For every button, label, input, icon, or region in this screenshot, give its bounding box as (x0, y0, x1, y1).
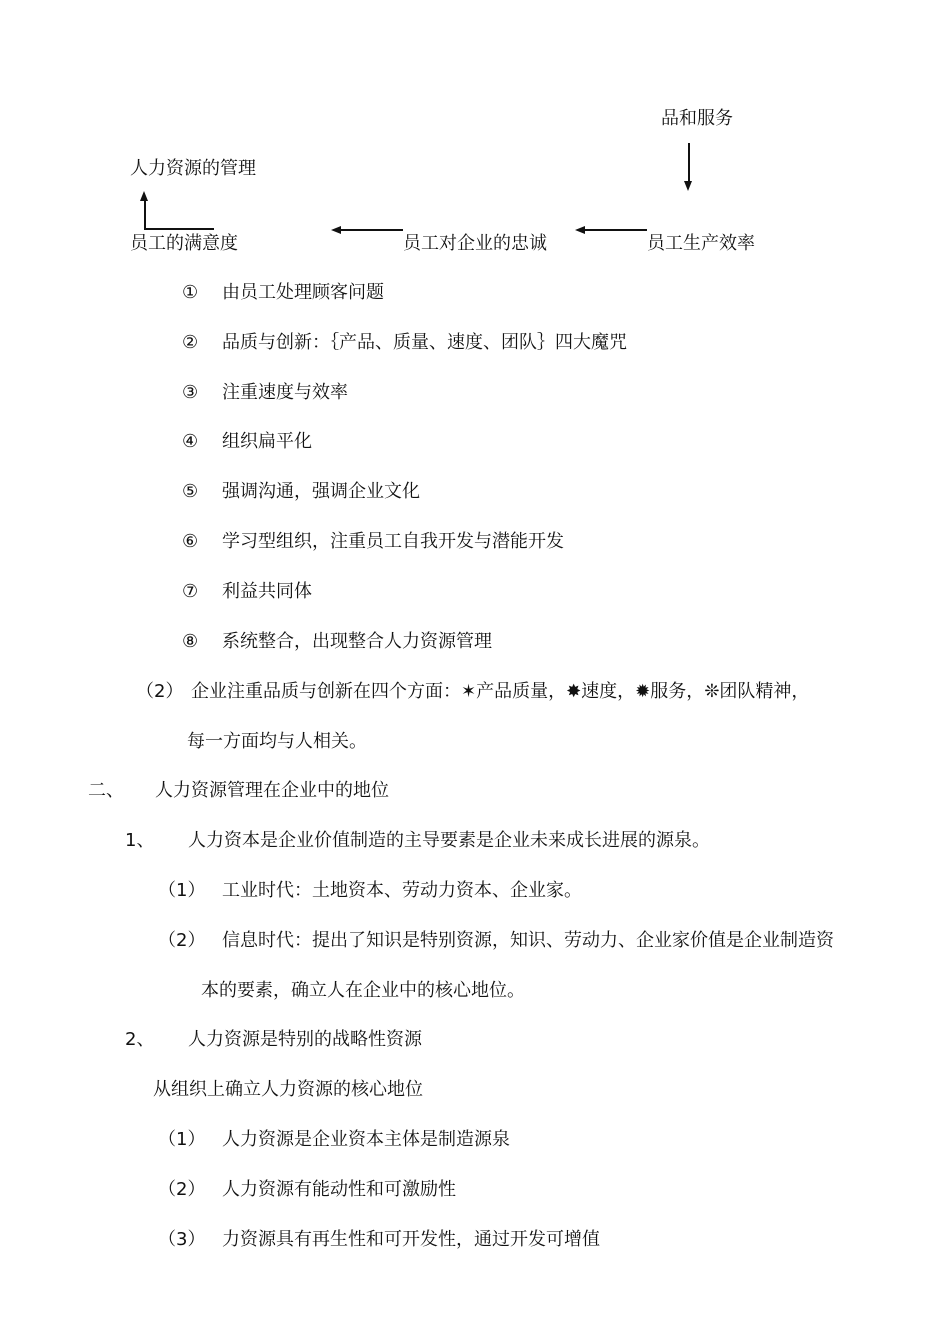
sub-item-marker: （2） (158, 930, 206, 951)
arrow-left-line-2 (585, 229, 647, 231)
arrow-up-head (140, 191, 148, 201)
diagram-label-products-services: 品和服务 (661, 108, 733, 129)
list-marker: ③ (182, 382, 199, 403)
list-item-text: 系统整合，出现整合人力资源管理 (222, 631, 492, 652)
section-title: 人力资源管理在企业中的地位 (155, 780, 389, 801)
arrow-left-line-1 (341, 229, 403, 231)
list-marker: ① (182, 282, 199, 303)
list-marker: ④ (182, 431, 199, 452)
list-item-text: 学习型组织，注重员工自我开发与潜能开发 (222, 531, 564, 552)
sub-item-marker: （2） (158, 1179, 206, 1200)
sub-item-text: 人力资源是企业资本主体是制造源泉 (222, 1129, 510, 1150)
list-item-text: 利益共同体 (222, 581, 312, 602)
paragraph-marker: （2） (136, 681, 184, 702)
list-marker: ⑧ (182, 631, 199, 652)
sub-item-text: 工业时代：土地资本、劳动力资本、企业家。 (222, 880, 582, 901)
list-marker: ⑤ (182, 481, 199, 502)
diagram-node-productivity: 员工生产效率 (647, 233, 755, 254)
arrow-up-line (144, 201, 146, 229)
paragraph-line: 每一方面均与人相关。 (187, 731, 367, 752)
item-intro: 从组织上确立人力资源的核心地位 (153, 1079, 423, 1100)
arrow-down-line (688, 143, 690, 181)
item-text: 人力资源是特别的战略性资源 (188, 1029, 422, 1050)
list-item-text: 强调沟通，强调企业文化 (222, 481, 420, 502)
diagram-node-satisfaction: 员工的满意度 (130, 233, 238, 254)
list-item-text: 由员工处理顾客问题 (222, 282, 384, 303)
sub-item-marker: （3） (158, 1229, 206, 1250)
sub-item-marker: （1） (158, 1129, 206, 1150)
list-marker: ② (182, 332, 199, 353)
arrow-up-connector (144, 228, 214, 230)
sub-item-text: 力资源具有再生性和可开发性，通过开发可增值 (222, 1229, 600, 1250)
list-item-text: 组织扁平化 (222, 431, 312, 452)
diagram-node-loyalty: 员工对企业的忠诚 (403, 233, 547, 254)
sub-item-text: 信息时代：提出了知识是特别资源，知识、劳动力、企业家价值是企业制造资 (222, 930, 834, 951)
sub-item-text: 人力资源有能动性和可激励性 (222, 1179, 456, 1200)
list-marker: ⑦ (182, 581, 199, 602)
list-marker: ⑥ (182, 531, 199, 552)
arrow-left-head-2 (575, 226, 585, 234)
list-item-text: 品质与创新：｛产品、质量、速度、团队｝四大魔咒 (222, 332, 627, 353)
item-marker: 1、 (125, 830, 155, 851)
paragraph-line: 企业注重品质与创新在四个方面：✶产品质量，✸速度，✹服务，❊团队精神， (191, 681, 810, 702)
item-marker: 2、 (125, 1029, 155, 1050)
arrow-down-head (684, 181, 692, 191)
section-marker: 二、 (88, 780, 124, 801)
sub-item-continuation: 本的要素，确立人在企业中的核心地位。 (201, 980, 525, 1001)
arrow-left-head-1 (331, 226, 341, 234)
list-item-text: 注重速度与效率 (222, 382, 348, 403)
diagram-label-hr-management: 人力资源的管理 (130, 158, 256, 179)
sub-item-marker: （1） (158, 880, 206, 901)
item-text: 人力资本是企业价值制造的主导要素是企业未来成长进展的源泉。 (188, 830, 710, 851)
